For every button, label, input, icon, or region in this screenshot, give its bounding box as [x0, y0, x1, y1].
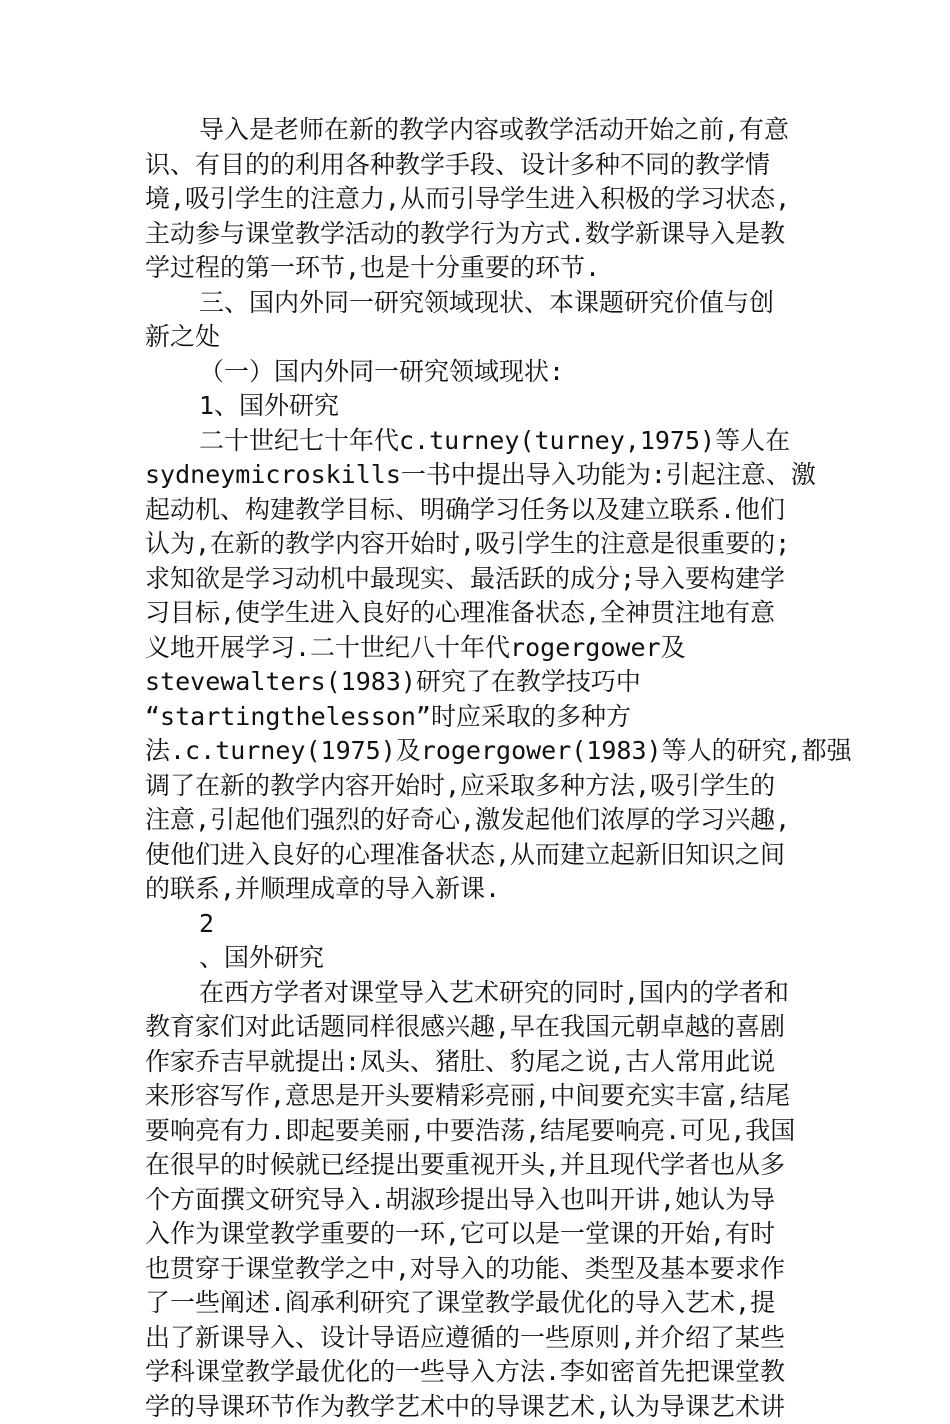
document-body: [145, 113, 805, 1424]
paragraph-line: 使他们进入良好的心理准备状态,从而建立起新旧知识之间: [145, 838, 805, 873]
paragraph-line: 识、有目的的利用各种教学手段、设计多种不同的教学情: [145, 148, 805, 183]
paragraph-line: 学科课堂教学最优化的一些导入方法.李如密首先把课堂教: [145, 1355, 805, 1390]
paragraph-line: 的联系,并顺理成章的导入新课.: [145, 872, 805, 907]
paragraph-line: 作家乔吉早就提出:凤头、猪肚、豹尾之说,古人常用此说: [145, 1045, 805, 1080]
paragraph-line: 求知欲是学习动机中最现实、最活跃的成分;导入要构建学: [145, 562, 805, 597]
section-heading: 三、国内外同一研究领域现状、本课题研究价值与创: [145, 286, 805, 321]
paragraph-line: 入作为课堂教学重要的一环,它可以是一堂课的开始,有时: [145, 1217, 805, 1252]
paragraph-line: “startingthelesson”时应采取的多种方: [145, 700, 805, 735]
subsection-heading: （一）国内外同一研究领域现状:: [145, 355, 805, 390]
paragraph-line: stevewalters(1983)研究了在教学技巧中: [145, 665, 805, 700]
paragraph-line: 教育家们对此话题同样很感兴趣,早在我国元朝卓越的喜剧: [145, 1010, 805, 1045]
paragraph-line: 在西方学者对课堂导入艺术研究的同时,国内的学者和: [145, 976, 805, 1011]
paragraph-line: 要响亮有力.即起要美丽,中要浩荡,结尾要响亮.可见,我国: [145, 1114, 805, 1149]
section-heading: 新之处: [145, 320, 805, 355]
paragraph-line: 认为,在新的教学内容开始时,吸引学生的注意是很重要的;: [145, 527, 805, 562]
paragraph-line: 个方面撰文研究导入.胡淑珍提出导入也叫开讲,她认为导: [145, 1183, 805, 1218]
paragraph-line: 出了新课导入、设计导语应遵循的一些原则,并介绍了某些: [145, 1321, 805, 1356]
paragraph-line: 起动机、构建教学目标、明确学习任务以及建立联系.他们: [145, 493, 805, 528]
paragraph-line: 来形容写作,意思是开头要精彩亮丽,中间要充实丰富,结尾: [145, 1079, 805, 1114]
paragraph-line: 了一些阐述.阎承利研究了课堂教学最优化的导入艺术,提: [145, 1286, 805, 1321]
paragraph-line: 二十世纪七十年代c.turney(turney,1975)等人在: [145, 424, 805, 459]
paragraph-line: 学的导课环节作为教学艺术中的导课艺术,认为导课艺术讲: [145, 1390, 805, 1424]
paragraph-line: 习目标,使学生进入良好的心理准备状态,全神贯注地有意: [145, 596, 805, 631]
paragraph-line: 也贯穿于课堂教学之中,对导入的功能、类型及基本要求作: [145, 1252, 805, 1287]
subsection-heading: 、国外研究: [145, 941, 805, 976]
paragraph-line: 导入是老师在新的教学内容或教学活动开始之前,有意: [145, 113, 805, 148]
paragraph-line: 调了在新的教学内容开始时,应采取多种方法,吸引学生的: [145, 769, 805, 804]
paragraph-line: 在很早的时候就已经提出要重视开头,并且现代学者也从多: [145, 1148, 805, 1183]
paragraph-line: 境,吸引学生的注意力,从而引导学生进入积极的学习状态,: [145, 182, 805, 217]
paragraph-line: sydneymicroskills一书中提出导入功能为:引起注意、激: [145, 458, 805, 493]
subsection-heading: 1、国外研究: [145, 389, 805, 424]
paragraph-line: 学过程的第一环节,也是十分重要的环节.: [145, 251, 805, 286]
paragraph-line: 法.c.turney(1975)及rogergower(1983)等人的研究,都强: [145, 734, 805, 769]
subsection-number: 2: [145, 907, 805, 942]
paragraph-line: 注意,引起他们强烈的好奇心,激发起他们浓厚的学习兴趣,: [145, 803, 805, 838]
paragraph-line: 主动参与课堂教学活动的教学行为方式.数学新课导入是教: [145, 217, 805, 252]
paragraph-line: 义地开展学习.二十世纪八十年代rogergower及: [145, 631, 805, 666]
